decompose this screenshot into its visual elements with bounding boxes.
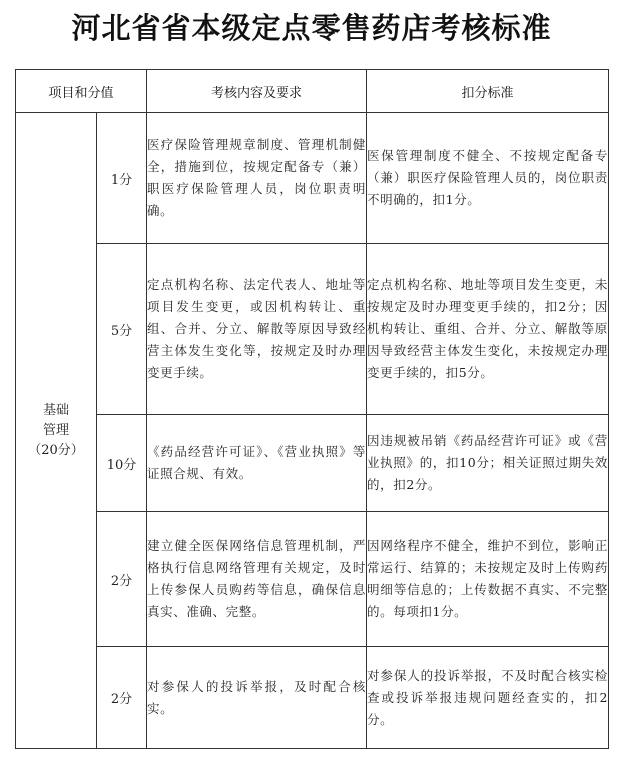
content-cell: 定点机构名称、法定代表人、地址等项目发生变更，或因机构转让、重组、合并、分立、解散等原因导致经营主体发生变化等，按规定及时办理变更手续。 xyxy=(147,244,367,415)
table-header-row xyxy=(16,70,609,113)
score-cell: 2分 xyxy=(97,512,147,647)
deduction-cell: 对参保人的投诉举报，不及时配合核实检查或投诉举报违规问题经查实的，扣2分。 xyxy=(367,647,609,749)
category-name-line1: 基础 xyxy=(42,402,69,418)
content-cell: 对参保人的投诉举报，及时配合核实。 xyxy=(147,647,367,749)
deduction-cell: 因违规被吊销《药品经营许可证》或《营业执照》的，扣10分；相关证照过期失效的，扣2分。 xyxy=(367,415,609,512)
category-name-line2: 管理 xyxy=(42,422,69,438)
header-item-and-score: 项目和分值 xyxy=(16,70,147,113)
header-content-requirements: 考核内容及要求 xyxy=(147,70,367,113)
content-cell: 建立健全医保网络信息管理机制，严格执行信息网络管理有关规定，及时上传参保人员购药等信息，确保信息真实、准确、完整。 xyxy=(147,512,367,647)
score-cell: 1分 xyxy=(97,113,147,244)
table-row xyxy=(16,415,609,512)
score-cell: 2分 xyxy=(97,647,147,749)
table-row xyxy=(16,647,609,749)
table-row xyxy=(16,244,609,415)
deduction-cell: 医保管理制度不健全、不按规定配备专（兼）职医疗保险管理人员的，岗位职责不明确的，扣1分。 xyxy=(367,113,609,244)
header-deduction-standard: 扣分标准 xyxy=(367,70,609,113)
table-row xyxy=(16,512,609,647)
score-cell: 10分 xyxy=(97,415,147,512)
content-cell: 医疗保险管理规章制度、管理机制健全，措施到位，按规定配备专（兼）职医疗保险管理人员，岗位职责明确。 xyxy=(147,113,367,244)
category-total-score: （20分） xyxy=(28,442,84,458)
deduction-cell: 因网络程序不健全，维护不到位，影响正常运行、结算的；未按规定及时上传购药明细等信息的；上传数据不真实、不完整的。每项扣1分。 xyxy=(367,512,609,647)
category-cell xyxy=(16,113,97,749)
document-title: 河北省省本级定点零售药店考核标准 xyxy=(71,11,552,45)
table-row xyxy=(16,113,609,244)
content-cell: 《药品经营许可证》、《营业执照》等证照合规、有效。 xyxy=(147,415,367,512)
deduction-cell: 定点机构名称、地址等项目发生变更，未按规定及时办理变更手续的，扣2分；因机构转让、重组、合并、分立、解散等原因导致经营主体发生变化，未按规定办理变更手续的，扣5分。 xyxy=(367,244,609,415)
score-cell: 5分 xyxy=(97,244,147,415)
assessment-standard-table xyxy=(15,69,609,749)
